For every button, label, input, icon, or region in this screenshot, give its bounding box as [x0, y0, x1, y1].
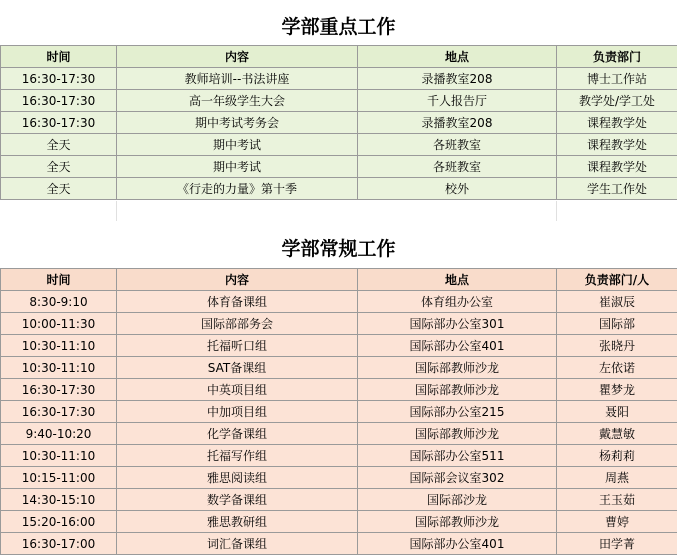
cell-content: 期中考试考务会 — [117, 112, 358, 134]
cell-time: 14:30-15:10 — [1, 489, 117, 511]
cell-location: 录播教室208 — [358, 68, 557, 90]
cell-location: 录播教室208 — [358, 112, 557, 134]
table-row — [1, 357, 677, 379]
cell-content: 期中考试 — [117, 156, 358, 178]
cell-content: 中英项目组 — [117, 379, 358, 401]
table-header-row — [1, 269, 677, 291]
cell-content: 《行走的力量》第十季 — [117, 178, 358, 200]
cell-department: 课程教学处 — [557, 156, 677, 178]
table-row — [1, 511, 677, 533]
cell-time: 全天 — [1, 134, 117, 156]
section1-title: 学部重点工作 — [0, 12, 677, 39]
cell-department: 瞿梦龙 — [557, 379, 677, 401]
cell-location: 国际部教师沙龙 — [358, 357, 557, 379]
column-header-content: 内容 — [117, 269, 358, 291]
cell-department: 周燕 — [557, 467, 677, 489]
cell-time: 10:30-11:10 — [1, 445, 117, 467]
cell-location: 国际部办公室215 — [358, 401, 557, 423]
cell-location: 国际部教师沙龙 — [358, 511, 557, 533]
cell-content: SAT备课组 — [117, 357, 358, 379]
cell-time: 10:30-11:10 — [1, 357, 117, 379]
cell-department: 聂阳 — [557, 401, 677, 423]
key-work-table — [0, 45, 677, 200]
cell-location: 各班教室 — [358, 156, 557, 178]
cell-content: 国际部部务会 — [117, 313, 358, 335]
table-row — [1, 313, 677, 335]
cell-time: 16:30-17:30 — [1, 401, 117, 423]
cell-department: 崔淑辰 — [557, 291, 677, 313]
column-header-location: 地点 — [358, 46, 557, 68]
cell-content: 化学备课组 — [117, 423, 358, 445]
cell-content: 中加项目组 — [117, 401, 358, 423]
cell-location: 国际部会议室302 — [358, 467, 557, 489]
table-gap — [0, 201, 677, 221]
table-row — [1, 335, 677, 357]
cell-time: 全天 — [1, 178, 117, 200]
table-row — [1, 379, 677, 401]
cell-department: 左依诺 — [557, 357, 677, 379]
cell-department: 王玉茹 — [557, 489, 677, 511]
cell-content: 高一年级学生大会 — [117, 90, 358, 112]
column-header-department: 负责部门 — [557, 46, 677, 68]
column-header-department: 负责部门/人 — [557, 269, 677, 291]
section2-title: 学部常规工作 — [0, 234, 677, 261]
cell-time: 全天 — [1, 156, 117, 178]
routine-work-table — [0, 268, 677, 555]
table-row — [1, 134, 677, 156]
cell-time: 16:30-17:30 — [1, 112, 117, 134]
cell-content: 词汇备课组 — [117, 533, 358, 555]
cell-time: 10:15-11:00 — [1, 467, 117, 489]
cell-location: 国际部办公室301 — [358, 313, 557, 335]
cell-department: 学生工作处 — [557, 178, 677, 200]
table-row — [1, 445, 677, 467]
table-row — [1, 423, 677, 445]
cell-time: 16:30-17:30 — [1, 68, 117, 90]
cell-location: 国际部办公室511 — [358, 445, 557, 467]
cell-department: 田学菁 — [557, 533, 677, 555]
cell-content: 教师培训--书法讲座 — [117, 68, 358, 90]
cell-content: 托福写作组 — [117, 445, 358, 467]
cell-time: 16:30-17:30 — [1, 379, 117, 401]
cell-location: 国际部教师沙龙 — [358, 423, 557, 445]
table-row — [1, 112, 677, 134]
table-header-row — [1, 46, 677, 68]
cell-content: 期中考试 — [117, 134, 358, 156]
cell-content: 雅思教研组 — [117, 511, 358, 533]
table-row — [1, 467, 677, 489]
table-row — [1, 68, 677, 90]
cell-time: 8:30-9:10 — [1, 291, 117, 313]
cell-department: 国际部 — [557, 313, 677, 335]
column-header-location: 地点 — [358, 269, 557, 291]
column-header-time: 时间 — [1, 46, 117, 68]
cell-location: 体育组办公室 — [358, 291, 557, 313]
cell-location: 校外 — [358, 178, 557, 200]
cell-department: 张晓丹 — [557, 335, 677, 357]
table-row — [1, 178, 677, 200]
cell-department: 杨莉莉 — [557, 445, 677, 467]
cell-time: 15:20-16:00 — [1, 511, 117, 533]
cell-location: 千人报告厅 — [358, 90, 557, 112]
cell-location: 国际部教师沙龙 — [358, 379, 557, 401]
cell-time: 10:00-11:30 — [1, 313, 117, 335]
cell-content: 托福听口组 — [117, 335, 358, 357]
cell-department: 戴慧敏 — [557, 423, 677, 445]
table-row — [1, 401, 677, 423]
table-row — [1, 156, 677, 178]
cell-time: 16:30-17:30 — [1, 90, 117, 112]
table-row — [1, 489, 677, 511]
cell-content: 体育备课组 — [117, 291, 358, 313]
cell-time: 9:40-10:20 — [1, 423, 117, 445]
cell-location: 各班教室 — [358, 134, 557, 156]
cell-content: 雅思阅读组 — [117, 467, 358, 489]
cell-department: 教学处/学工处 — [557, 90, 677, 112]
cell-department: 课程教学处 — [557, 112, 677, 134]
cell-location: 国际部沙龙 — [358, 489, 557, 511]
table-row — [1, 291, 677, 313]
cell-location: 国际部办公室401 — [358, 533, 557, 555]
cell-department: 博士工作站 — [557, 68, 677, 90]
table-row — [1, 90, 677, 112]
cell-location: 国际部办公室401 — [358, 335, 557, 357]
cell-department: 课程教学处 — [557, 134, 677, 156]
table-row — [1, 533, 677, 555]
cell-time: 10:30-11:10 — [1, 335, 117, 357]
cell-time: 16:30-17:00 — [1, 533, 117, 555]
cell-department: 曹婷 — [557, 511, 677, 533]
column-header-time: 时间 — [1, 269, 117, 291]
cell-content: 数学备课组 — [117, 489, 358, 511]
column-header-content: 内容 — [117, 46, 358, 68]
